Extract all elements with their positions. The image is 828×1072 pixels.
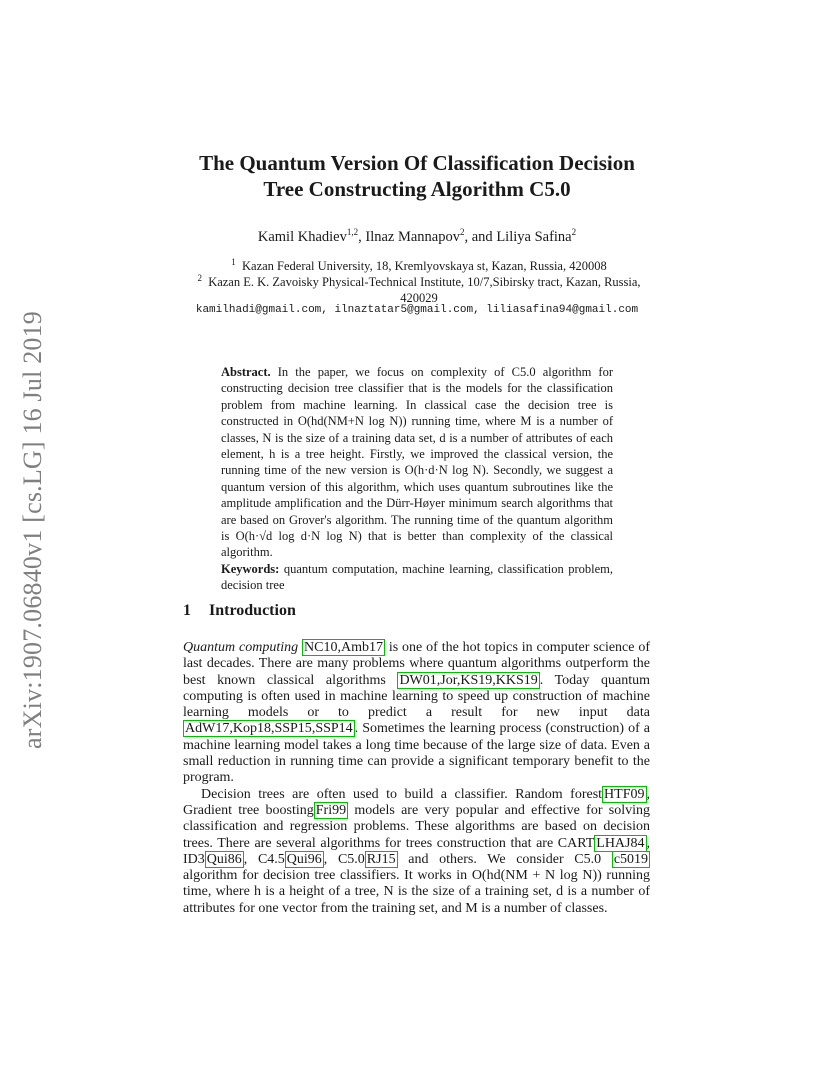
intro-text: algorithm for decision tree classifiers. It works in O(hd(NM + N log N)) running time, where h is a height of a tree, N is the size of a training set, d is a number of attributes for one vector from the training set, and M is a number of classes.: [183, 868, 650, 916]
citation-link[interactable]: KS19: [460, 672, 493, 688]
citation-link[interactable]: HTF09: [604, 786, 645, 802]
affiliation-1: [196, 258, 642, 274]
citation-link[interactable]: AdW17: [185, 721, 230, 737]
intro-text: , C5.0: [323, 851, 365, 867]
citation-link[interactable]: Kop18: [232, 721, 271, 737]
paper-title: [150, 150, 684, 202]
citation-link[interactable]: Qui86: [206, 851, 242, 867]
author-2: Ilnaz Mannapov: [365, 229, 460, 245]
arxiv-stamp: [12, 300, 54, 760]
citation-link[interactable]: LHAJ84: [596, 835, 645, 851]
keywords: [221, 561, 613, 594]
intro-paragraph-1: [183, 640, 650, 787]
affiliation-2-text: Kazan E. K. Zavoisky Physical-Technical Institute, 10/7,Sibirsky tract, Kazan, Russia, 420029: [208, 275, 641, 305]
citation-link[interactable]: c5019: [613, 851, 649, 867]
title-line-2: Tree Constructing Algorithm C5.0: [263, 177, 571, 201]
abstract-text: In the paper, we focus on complexity of C5.0 algorithm for constructing decision tree classifier that is the models for the classification problem from machine learning. In classical case the decision tree is constructed in O(hd(NM+N log N)) running time, where M is a number of classes, N is the size of a training data set, d is a number of attributes of each element, h is a tree height. Firstly, we improved the classical version, the running time of the new version is O(h·d·N log N). Secondly, we suggest a quantum version of this algorithm, which uses quantum subroutines like the amplitude amplification and the Dürr-Høyer minimum search algorithms that are based on Grover's algorithm. The running time of the quantum algorithm is O(h·√d log d·N log N) that is better than complexity of the classical algorithm.: [221, 365, 613, 560]
author-1-affil: 1,2: [346, 227, 359, 238]
citation-link[interactable]: KKS19: [495, 672, 538, 688]
author-2-affil: 2: [460, 227, 465, 238]
keywords-label: Keywords:: [221, 561, 280, 576]
arxiv-stamp-text: arXiv:1907.06840v1 [cs.LG] 16 Jul 2019: [18, 311, 47, 749]
intro-text: Decision trees are often used to build a classifier. Random forest: [201, 786, 603, 802]
citation-link[interactable]: Amb17: [340, 640, 383, 655]
intro-text: , C4.5: [243, 851, 285, 867]
author-3: Liliya Safina: [496, 229, 572, 245]
intro-text: and others. We consider C5.0: [408, 851, 602, 867]
citation-link[interactable]: SSP14: [315, 721, 353, 737]
citation-link[interactable]: NC10: [304, 640, 338, 655]
section-heading: [183, 602, 296, 620]
citation-link[interactable]: Jor: [440, 672, 457, 688]
citation-link: DW01,Jor,KS19,KKS19: [399, 672, 538, 688]
intro-text: . Sometimes the learning process (construction) of a machine learning model takes a long time because of the large size of data. Even a small reduction in running time can provide a significant temporary benefit to the program.: [183, 721, 650, 786]
keywords-text: quantum computation, machine learning, classification problem, decision tree: [221, 561, 613, 593]
citation-link: AdW17,Kop18,SSP15,SSP14: [185, 721, 353, 737]
abstract: [221, 364, 613, 594]
abstract-label: Abstract.: [221, 365, 271, 379]
title-line-1: The Quantum Version Of Classification Decision: [199, 151, 635, 175]
affiliation-1-num: 1: [231, 256, 236, 267]
author-1: Kamil Khadiev: [257, 229, 347, 245]
author-separator-and: , and: [464, 229, 497, 245]
abstract-body: [221, 364, 613, 561]
affiliation-2: [196, 274, 642, 306]
intro-text: . Today quantum computing is often used in machine learning to speed up construction of machine learning models or to predict a result for new input data: [183, 672, 651, 721]
introduction-body: [183, 640, 650, 917]
author-3-affil: 2: [571, 227, 577, 238]
intro-paragraph-2: [183, 787, 650, 917]
section-number: 1: [183, 602, 191, 619]
intro-lead-term: Quantum computing: [183, 640, 299, 655]
author-separator: ,: [358, 229, 366, 245]
affiliations: [196, 258, 642, 306]
intro-text: models are very popular and effective for solving classification and regression problems. These algorithms are based on decision trees. There are several algorithms for trees construction that are CART: [183, 802, 650, 851]
author-emails: kamilhadi@gmail.com, ilnaztatar5@gmail.com, liliasafina94@gmail.com: [195, 304, 639, 316]
intro-text: , ID3: [183, 835, 650, 867]
intro-text: is one of the hot topics in computer science of last decades. There are many problems where quantum algorithms outperform the best known classical algorithms: [183, 640, 651, 688]
citation-link[interactable]: Qui96: [286, 851, 322, 867]
intro-text: , Gradient tree boosting: [183, 786, 650, 818]
citation-link[interactable]: Fri99: [315, 802, 347, 818]
citation-link[interactable]: DW01: [399, 672, 437, 688]
affiliation-2-num: 2: [197, 272, 202, 283]
citation-link[interactable]: RJ15: [366, 851, 396, 867]
section-title: Introduction: [209, 602, 296, 619]
citation-link: NC10,Amb17: [304, 640, 383, 655]
citation-link[interactable]: SSP15: [274, 721, 312, 737]
affiliation-1-text: Kazan Federal University, 18, Kremlyovskaya st, Kazan, Russia, 420008: [242, 259, 607, 273]
author-list: [150, 229, 684, 246]
